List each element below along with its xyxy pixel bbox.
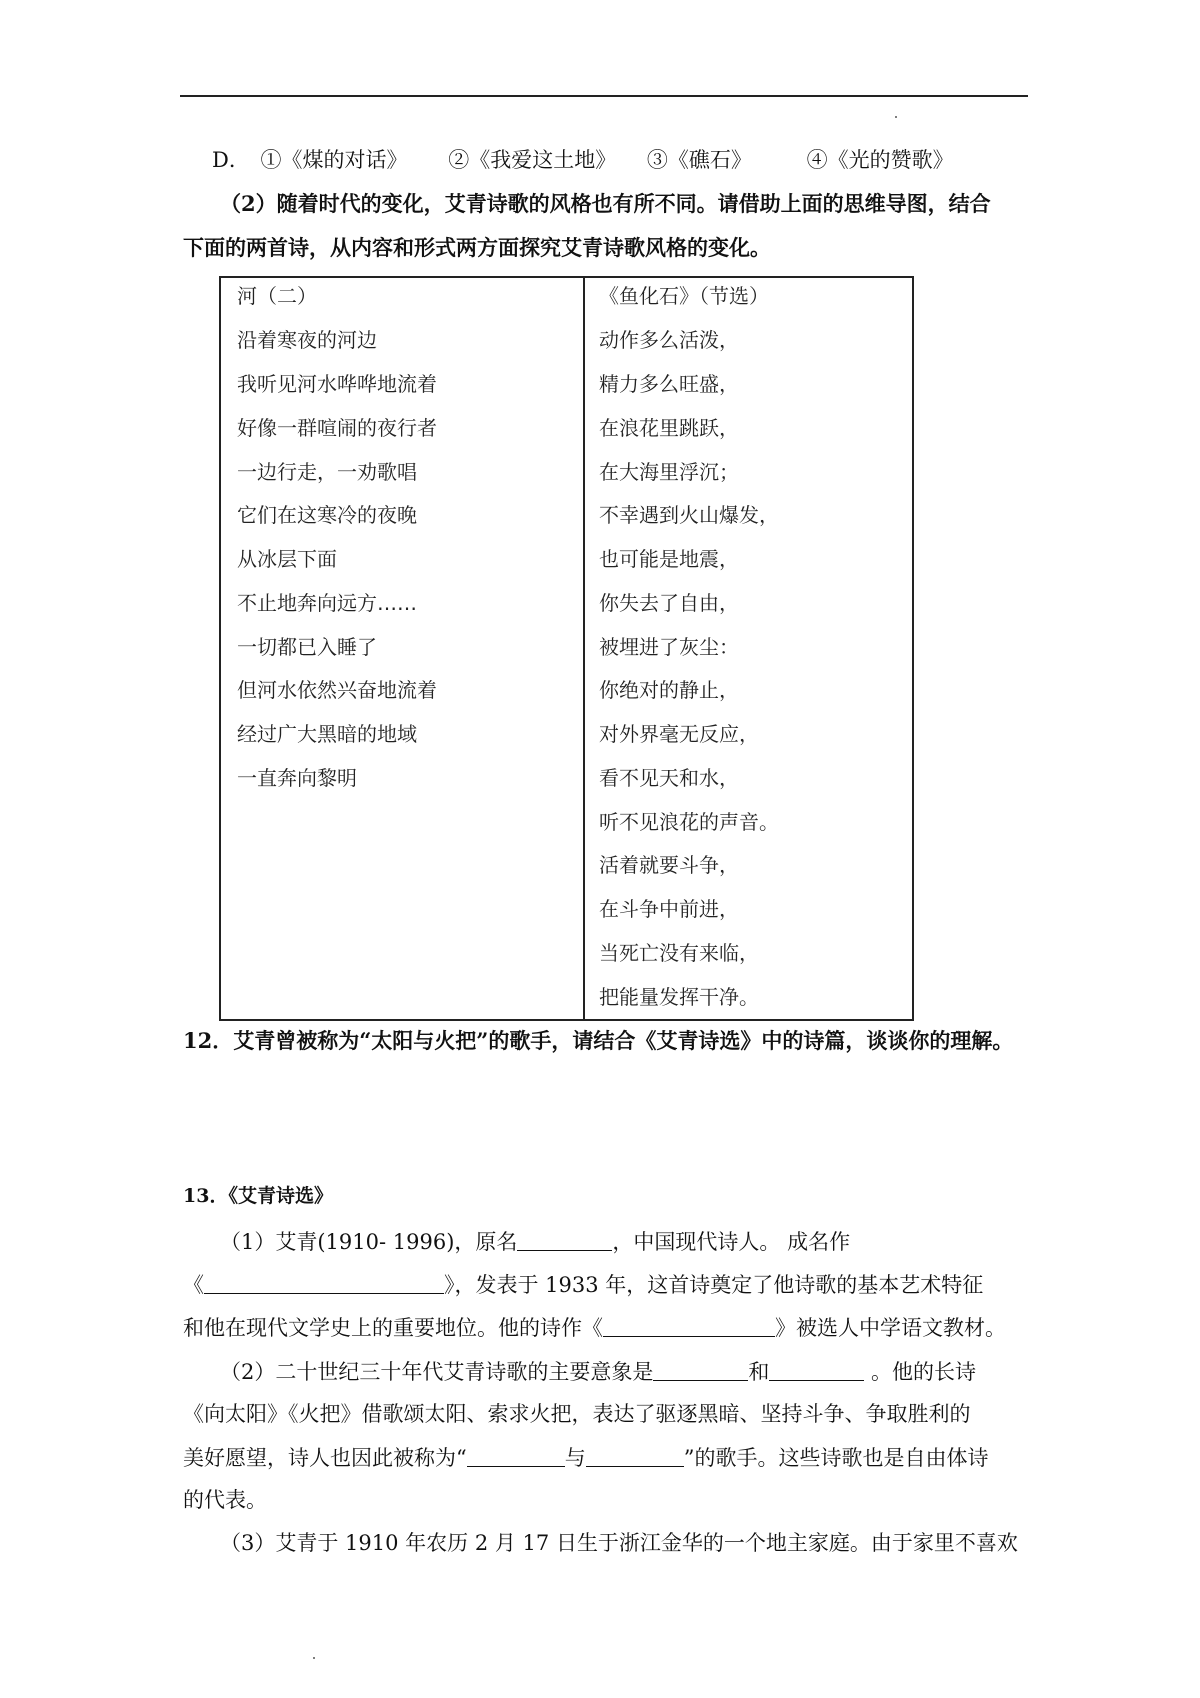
poem-left-line: 它们在这寒冷的夜晚 bbox=[237, 503, 417, 527]
q13-p3-row1: （3）艾青于 1910 年农历 2 月 17 日生于浙江金华的一个地主家庭。由于家里不喜欢 bbox=[220, 1531, 1018, 1555]
poem-right-line: 在大海里浮沉； bbox=[599, 460, 739, 484]
poem-right-title: 《鱼化石》（节选） bbox=[599, 284, 769, 308]
q13-p1-text-a: （1）艾青(1910- 1996)，原名 bbox=[220, 1230, 518, 1254]
poem-left-line: 经过广大黑暗的地域 bbox=[237, 722, 417, 746]
poem-left-line: 不止地奔向远方…… bbox=[237, 591, 417, 615]
answer-blank-title-1[interactable] bbox=[467, 1444, 565, 1467]
q13-p2-row3 bbox=[183, 1442, 989, 1473]
scan-dot bbox=[895, 116, 897, 118]
answer-blank-textbook-poem[interactable] bbox=[603, 1314, 775, 1337]
poem-right-line: 精力多么旺盛， bbox=[599, 372, 739, 396]
poem-right-line: 你失去了自由， bbox=[599, 591, 739, 615]
poem-right-line: 对外界毫无反应， bbox=[599, 722, 759, 746]
q13-p2-text-e: 美好愿望，诗人也因此被称为“ bbox=[183, 1446, 467, 1470]
poem-right-line: 活着就要斗争， bbox=[599, 853, 739, 877]
poem-right-column bbox=[585, 278, 912, 1019]
poem-right-line: 你绝对的静止， bbox=[599, 678, 739, 702]
option-d-letter: D． bbox=[212, 148, 250, 172]
poem-left-line: 我听见河水哗哗地流着 bbox=[237, 372, 437, 396]
option-d-row bbox=[212, 145, 954, 175]
poem-left-line: 一切都已入睡了 bbox=[237, 635, 377, 659]
q13-p1-text-c: 《 bbox=[183, 1273, 204, 1297]
q13-p1-text-d: 》，发表于 1933 年，这首诗奠定了他诗歌的基本艺术特征 bbox=[444, 1273, 984, 1297]
poem-left-line: 好像一群喧闹的夜行者 bbox=[237, 416, 437, 440]
poem-left-line: 一直奔向黎明 bbox=[237, 766, 357, 790]
poem-right-line: 在浪花里跳跃， bbox=[599, 416, 739, 440]
poem-right-line: 看不见天和水， bbox=[599, 766, 739, 790]
poem-right-line: 动作多么活泼， bbox=[599, 328, 739, 352]
poem-left-line: 从冰层下面 bbox=[237, 547, 337, 571]
q13-p2-text-b: 和 bbox=[748, 1360, 770, 1384]
q13-p2-text-a: （2）二十世纪三十年代艾青诗歌的主要意象是 bbox=[220, 1360, 654, 1384]
q13-p1-text-f: 》被选人中学语文教材。 bbox=[775, 1316, 1006, 1340]
question-13-heading: 13．《艾青诗选》 bbox=[183, 1185, 333, 1207]
poem-right-line: 当死亡没有来临， bbox=[599, 941, 759, 965]
q13-p2-text-c: 。他的长诗 bbox=[864, 1360, 977, 1384]
option-d-item-2: ②《我爱这土地》 bbox=[448, 148, 617, 172]
poem-right-line: 被埋进了灰尘： bbox=[599, 635, 739, 659]
poem-right-line: 也可能是地震， bbox=[599, 547, 739, 571]
poem-right-line: 听不见浪花的声音。 bbox=[599, 810, 779, 834]
question-12: 12．艾青曾被称为“太阳与火把”的歌手，请结合《艾青诗选》中的诗篇，谈谈你的理解。 bbox=[183, 1028, 1014, 1053]
poem-left-column bbox=[221, 278, 585, 1019]
answer-blank-title-2[interactable] bbox=[586, 1444, 684, 1467]
answer-blank-image-1[interactable] bbox=[653, 1358, 748, 1381]
option-d-item-4: ④《光的赞歌》 bbox=[806, 148, 954, 172]
option-d-item-1: ①《煤的对话》 bbox=[260, 148, 408, 172]
poem-right-line: 把能量发挥干净。 bbox=[599, 985, 759, 1009]
q13-p1-row2 bbox=[183, 1269, 983, 1300]
poem-left-line: 沿着寒夜的河边 bbox=[237, 328, 377, 352]
q13-p1-row1 bbox=[220, 1226, 850, 1257]
q13-p1-row3 bbox=[183, 1312, 1006, 1343]
q13-p2-text-g: ”的歌手。这些诗歌也是自由体诗 bbox=[683, 1446, 989, 1470]
poem-right-line: 不幸遇到火山爆发， bbox=[599, 503, 779, 527]
poem-left-line: 但河水依然兴奋地流着 bbox=[237, 678, 437, 702]
poem-comparison-table bbox=[219, 276, 914, 1021]
question-11-2-line2: 下面的两首诗，从内容和形式两方面探究艾青诗歌风格的变化。 bbox=[183, 235, 771, 260]
poem-left-title: 河（二） bbox=[237, 284, 317, 308]
answer-blank-original-name[interactable] bbox=[517, 1228, 612, 1251]
q13-p1-text-b: ，中国现代诗人。 成名作 bbox=[612, 1230, 851, 1254]
q13-p2-row1 bbox=[220, 1356, 976, 1387]
option-d-item-3: ③《礁石》 bbox=[646, 148, 752, 172]
answer-blank-famous-work[interactable] bbox=[204, 1271, 444, 1294]
q13-p2-text-f: 与 bbox=[564, 1446, 586, 1470]
header-rule bbox=[180, 95, 1028, 97]
scan-dot bbox=[313, 1657, 315, 1659]
q13-p2-row2: 《向太阳》《火把》借歌颂太阳、索求火把，表达了驱逐黑暗、坚持斗争、争取胜利的 bbox=[183, 1402, 971, 1426]
question-11-2-line1: （2）随着时代的变化，艾青诗歌的风格也有所不同。请借助上面的思维导图，结合 bbox=[220, 191, 991, 216]
poem-right-line: 在斗争中前进， bbox=[599, 897, 739, 921]
q13-p2-row4: 的代表。 bbox=[183, 1488, 267, 1512]
q13-p1-text-e: 和他在现代文学史上的重要地位。他的诗作《 bbox=[183, 1316, 603, 1340]
answer-blank-image-2[interactable] bbox=[769, 1358, 864, 1381]
poem-left-line: 一边行走，一劝歌唱 bbox=[237, 460, 417, 484]
